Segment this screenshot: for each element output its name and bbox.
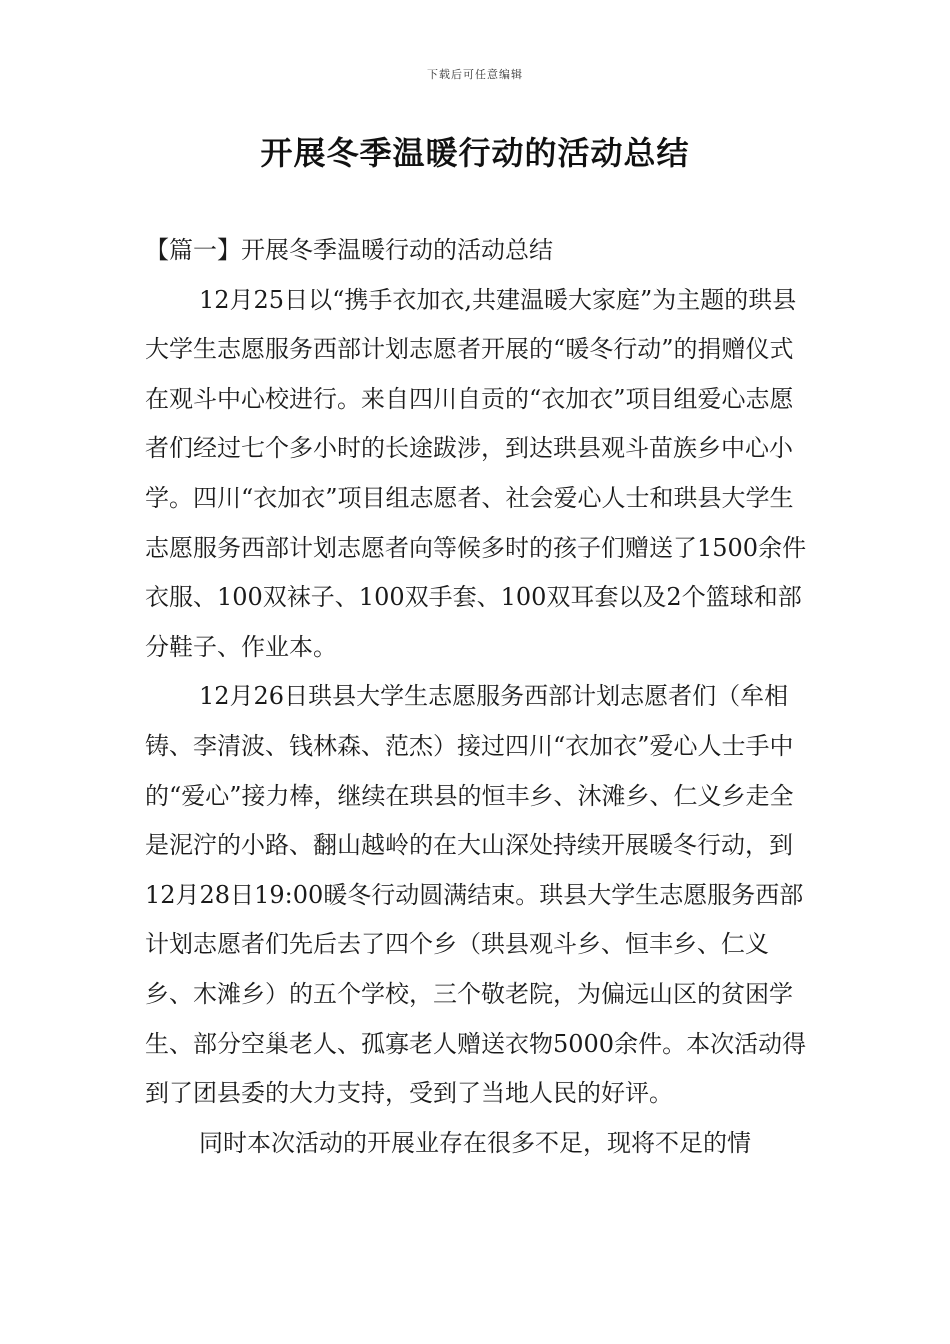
page-header-note: 下载后可任意编辑 bbox=[427, 68, 523, 81]
document-title: 开展冬季温暖行动的活动总结 bbox=[260, 134, 690, 172]
document-body bbox=[145, 226, 810, 1168]
paragraph-3: 同时本次活动的开展业存在很多不足，现将不足的情 bbox=[199, 1128, 751, 1157]
section-heading: 【篇一】开展冬季温暖行动的活动总结 bbox=[145, 236, 553, 264]
paragraph-2: 12月26日珙县大学生志愿服务西部计划志愿者们（牟相铸、李清波、钱林森、范杰）接过四川“衣加衣”爱心人士手中的“爱心”接力棒，继续在珙县的恒丰乡、沐滩乡、仁义乡走全是泥泞的小路、翻山越岭的在大山深处持续开展暖冬行动，到12月28日19:00暖冬行动圆满结束。珙县大学生志愿服务西部计划志愿者们先后去了四个乡（珙县观斗乡、恒丰乡、仁义乡、木滩乡）的五个学校，三个敬老院，为偏远山区的贫困学生、部分空巢老人、孤寡老人赠送衣物5000余件。本次活动得到了团县委的大力支持，受到了当地人民的好评。 bbox=[145, 682, 807, 1108]
paragraph-1: 12月25日以“携手衣加衣,共建温暖大家庭”为主题的珙县大学生志愿服务西部计划志愿者开展的“暖冬行动”的捐赠仪式在观斗中心校进行。来自四川自贡的“衣加衣”项目组爱心志愿者们经过七个多小时的长途跋涉，到达珙县观斗苗族乡中心小学。四川“衣加衣”项目组志愿者、社会爱心人士和珙县大学生志愿服务西部计划志愿者向等候多时的孩子们赠送了1500余件衣服、100双袜子、100双手套、100双耳套以及2个篮球和部分鞋子、作业本。 bbox=[145, 285, 807, 661]
